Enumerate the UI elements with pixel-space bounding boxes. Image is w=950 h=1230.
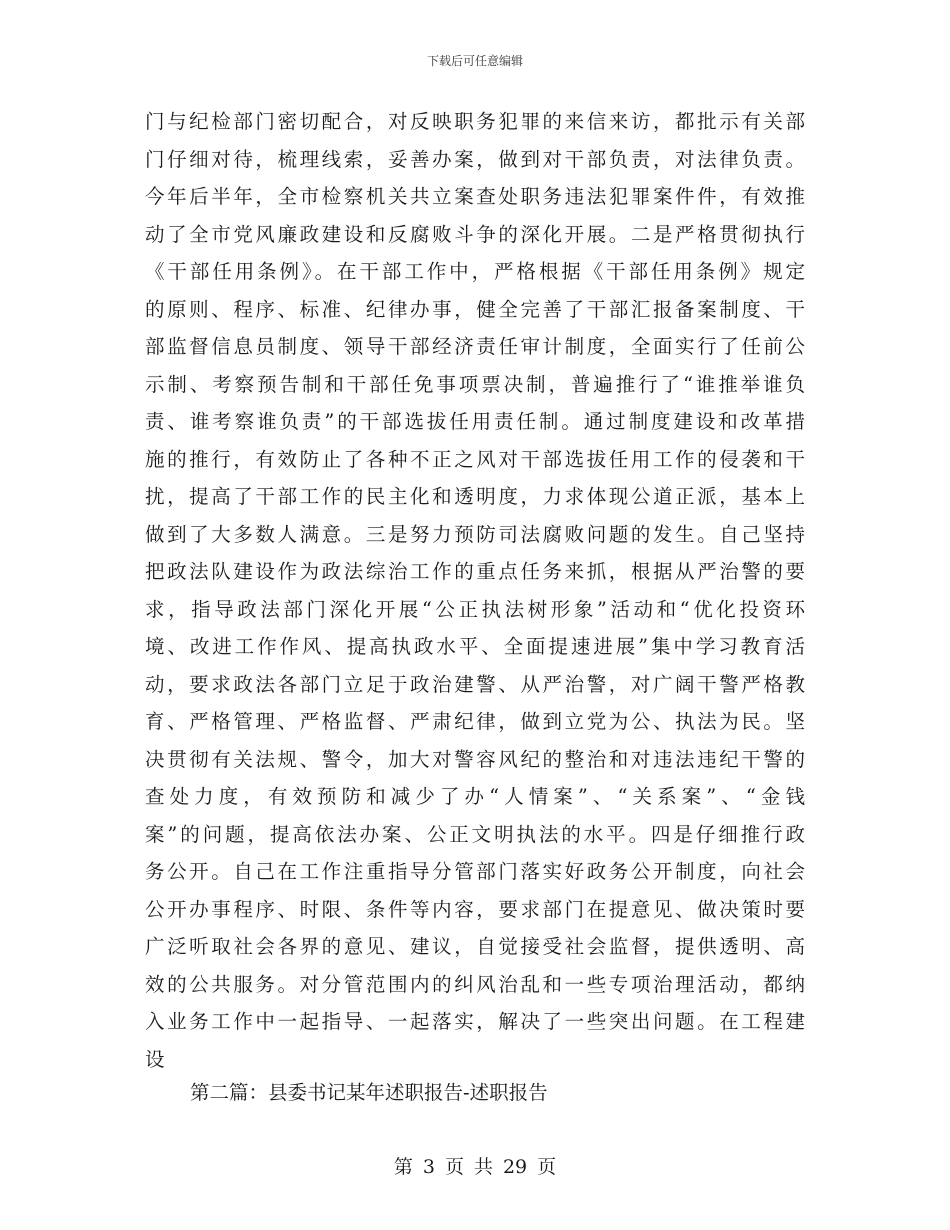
text-line: 部监督信息员制度、领导干部经济责任审计制度，全面实行了任前公	[145, 335, 805, 358]
text-line: 门仔细对待，梳理线索，妥善办案，做到对干部负责，对法律负责。	[145, 147, 805, 171]
text-line: 入业务工作中一起指导、一起落实，解决了一些突出问题。在工程建	[145, 1010, 805, 1033]
page-header: 下载后可任意编辑	[426, 54, 523, 68]
text-line: 设	[145, 1047, 165, 1071]
text-line: 广泛听取社会各界的意见、建议，自觉接受社会监督，提供透明、高	[145, 935, 805, 958]
text-line: 施的推行，有效防止了各种不正之风对干部选拔任用工作的侵袭和干	[145, 447, 805, 471]
page-number: 3	[422, 1156, 435, 1178]
text-line: 效的公共服务。对分管范围内的纠风治乱和一些专项治理活动，都纳	[145, 972, 805, 996]
body-text	[145, 103, 805, 1078]
text-line: 公开办事程序、时限、条件等内容，要求部门在提意见、做决策时要	[145, 897, 805, 921]
total-pages: 29	[502, 1156, 528, 1178]
text-line: 求，指导政法部门深化开展“公正执法树形象”活动和“优化投资环	[145, 597, 805, 621]
text-line: 把政法队建设作为政法综治工作的重点任务来抓，根据从严治警的要	[145, 560, 805, 583]
footer-di: 第	[393, 1156, 413, 1178]
text-line: 扰，提高了干部工作的民主化和透明度，力求体现公道正派，基本上	[145, 485, 805, 508]
text-line: 动，要求政法各部门立足于政治建警、从严治警，对广阔干警严格教	[145, 672, 805, 696]
text-line: 案”的问题，提高依法办案、公正文明执法的水平。四是仔细推行政	[145, 822, 805, 846]
text-line: 做到了大多数人满意。三是努力预防司法腐败问题的发生。自己坚持	[145, 522, 805, 546]
text-line: 境、改进工作作风、提高执政水平、全面提速进展”集中学习教育活	[145, 635, 805, 658]
text-line: 门与纪检部门密切配合，对反映职务犯罪的来信来访，都批示有关部	[145, 110, 805, 133]
text-line: 决贯彻有关法规、警令，加大对警容风纪的整治和对违法违纪干警的	[145, 747, 805, 771]
section-heading: 第二篇：县委书记某年述职报告-述职报告	[190, 1081, 548, 1104]
text-line: 的原则、程序、标准、纪律办事，健全完善了干部汇报备案制度、干	[145, 297, 805, 321]
footer-gong: 共	[473, 1156, 493, 1178]
text-line: 示制、考察预告制和干部任免事项票决制，普遍推行了“谁推举谁负	[145, 372, 805, 396]
text-line: 查处力度，有效预防和减少了办“人情案”、“关系案”、“金钱	[145, 785, 805, 808]
text-line: 育、严格管理、严格监督、严肃纪律，做到立党为公、执法为民。坚	[145, 710, 805, 733]
text-line: 今年后半年，全市检察机关共立案查处职务违法犯罪案件件，有效推	[145, 185, 805, 208]
text-line: 责、谁考察谁负责”的干部选拔任用责任制。通过制度建设和改革措	[145, 410, 805, 433]
text-line: 《干部任用条例》。在干部工作中，严格根据《干部任用条例》规定	[145, 260, 805, 283]
text-line: 务公开。自己在工作注重指导分管部门落实好政务公开制度，向社会	[145, 860, 805, 883]
footer-ye-end: 页	[537, 1156, 557, 1178]
text-line: 动了全市党风廉政建设和反腐败斗争的深化开展。二是严格贯彻执行	[145, 222, 805, 246]
footer-ye: 页	[444, 1156, 464, 1178]
page-footer	[0, 1152, 950, 1179]
